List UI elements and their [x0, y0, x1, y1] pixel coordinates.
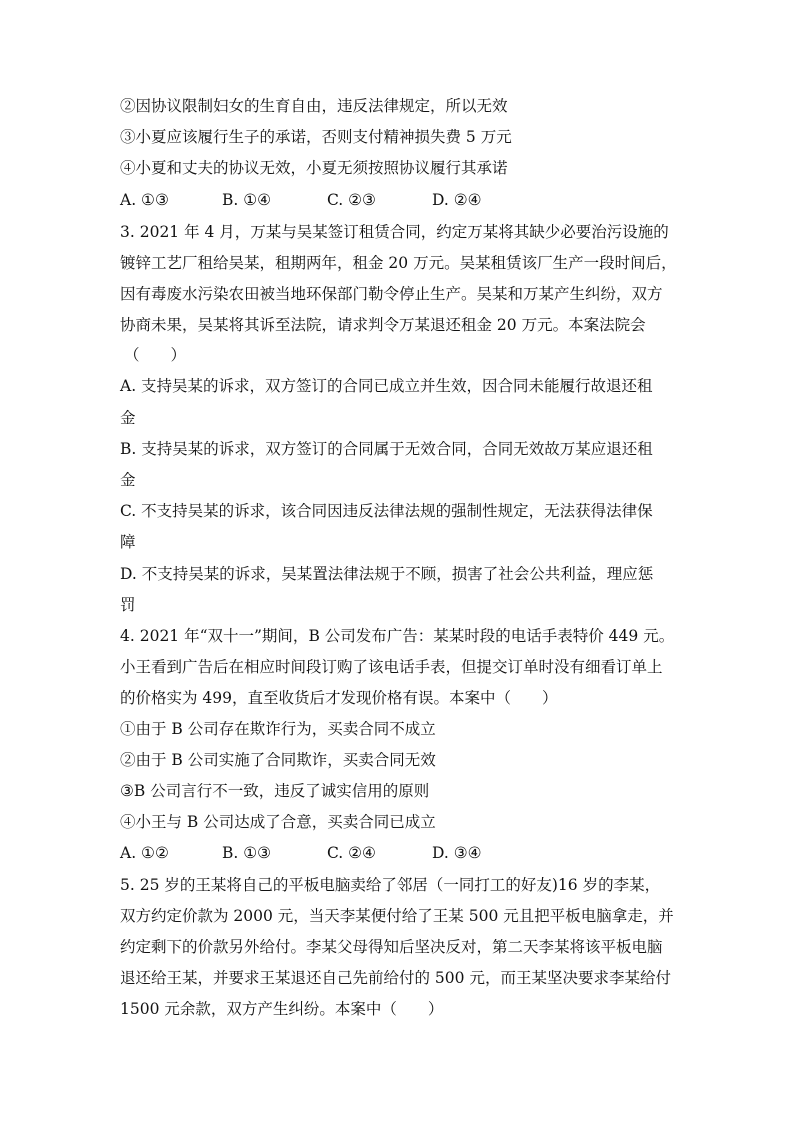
q4-stem-line: 小王看到广告后在相应时间段订购了该电话手表，但提交订单时没有细看订单上 — [120, 658, 663, 676]
q3-option-b: B. 支持吴某的诉求，双方签订的合同属于无效合同，合同无效故万某应退还租 — [120, 440, 653, 458]
q3-option-d-wrap: 罚 — [120, 596, 136, 614]
q3-option-c-wrap: 障 — [120, 533, 136, 551]
q4-choice-a: A. ①② — [120, 844, 169, 862]
q3-stem-line: 协商未果，吴某将其诉至法院，请求判令万某退还租金 20 万元。本案法院会 — [120, 316, 646, 334]
q2-choice-d: D. ②④ — [432, 191, 482, 209]
q3-option-a: A. 支持吴某的诉求，双方签订的合同已成立并生效，因合同未能履行故退还租 — [120, 377, 653, 395]
q4-choice-b: B. ①③ — [222, 844, 272, 862]
q2-statement-2: ②因协议限制妇女的生育自由，违反法律规定，所以无效 — [120, 97, 508, 115]
q4-stem-line: 的价格实为 499，直至收货后才发现价格有误。本案中（ ） — [120, 689, 558, 707]
q5-stem-line: 5. 25 岁的王某将自己的平板电脑卖给了邻居（一同打工的好友)16 岁的李某， — [120, 876, 661, 894]
q4-statement-4: ④小王与 B 公司达成了合意，买卖合同已成立 — [120, 813, 436, 831]
q2-choice-b: B. ①④ — [222, 191, 272, 209]
q3-stem-line: 镀锌工艺厂租给吴某，租期两年，租金 20 万元。吴某租赁该厂生产一段时间后， — [120, 254, 677, 272]
q4-choice-d: D. ③④ — [432, 844, 482, 862]
q3-stem-line: 3. 2021 年 4 月，万某与吴某签订租赁合同，约定万某将其缺少必要治污设施的 — [120, 223, 669, 241]
q2-choice-c: C. ②③ — [327, 191, 376, 209]
q2-statement-4: ④小夏和丈夫的协议无效，小夏无须按照协议履行其承诺 — [120, 159, 508, 177]
q5-stem-line: 约定剩下的价款另外给付。李某父母得知后坚决反对，第二天李某将该平板电脑 — [120, 938, 663, 956]
q2-choice-a: A. ①③ — [120, 191, 169, 209]
q5-stem-line: 1500 元余款，双方产生纠纷。本案中（ ） — [120, 1000, 444, 1018]
q4-statement-2: ②由于 B 公司实施了合同欺诈，买卖合同无效 — [120, 751, 436, 769]
q5-stem-line: 退还给王某，并要求王某退还自己先前给付的 500 元，而王某坚决要求李某给付 — [120, 969, 671, 987]
q4-stem-line: 4. 2021 年“双十一”期间，B 公司发布广告：某某时段的电话手表特价 449 元。 — [120, 627, 675, 645]
q4-statement-1: ①由于 B 公司存在欺诈行为，买卖合同不成立 — [120, 720, 436, 738]
q3-option-d: D. 不支持吴某的诉求，吴某置法律法规于不顾，损害了社会公共利益，理应惩 — [120, 565, 654, 583]
q3-option-c: C. 不支持吴某的诉求，该合同因违反法律法规的强制性规定，无法获得法律保 — [120, 502, 653, 520]
q4-statement-3: ③B 公司言行不一致，违反了诚实信用的原则 — [120, 782, 430, 800]
q4-choice-c: C. ②④ — [327, 844, 376, 862]
q3-option-a-wrap: 金 — [120, 409, 136, 427]
q3-stem-line: 因有毒废水污染农田被当地环保部门勒令停止生产。吴某和万某产生纠纷，双方 — [120, 285, 663, 303]
q2-statement-3: ③小夏应该履行生子的承诺，否则支付精神损失费 5 万元 — [120, 128, 512, 146]
q3-option-b-wrap: 金 — [120, 471, 136, 489]
q5-stem-line: 双方约定价款为 2000 元，当天李某便付给了王某 500 元且把平板电脑拿走，并 — [120, 907, 674, 925]
q3-answer-blank: （ ） — [124, 346, 187, 364]
